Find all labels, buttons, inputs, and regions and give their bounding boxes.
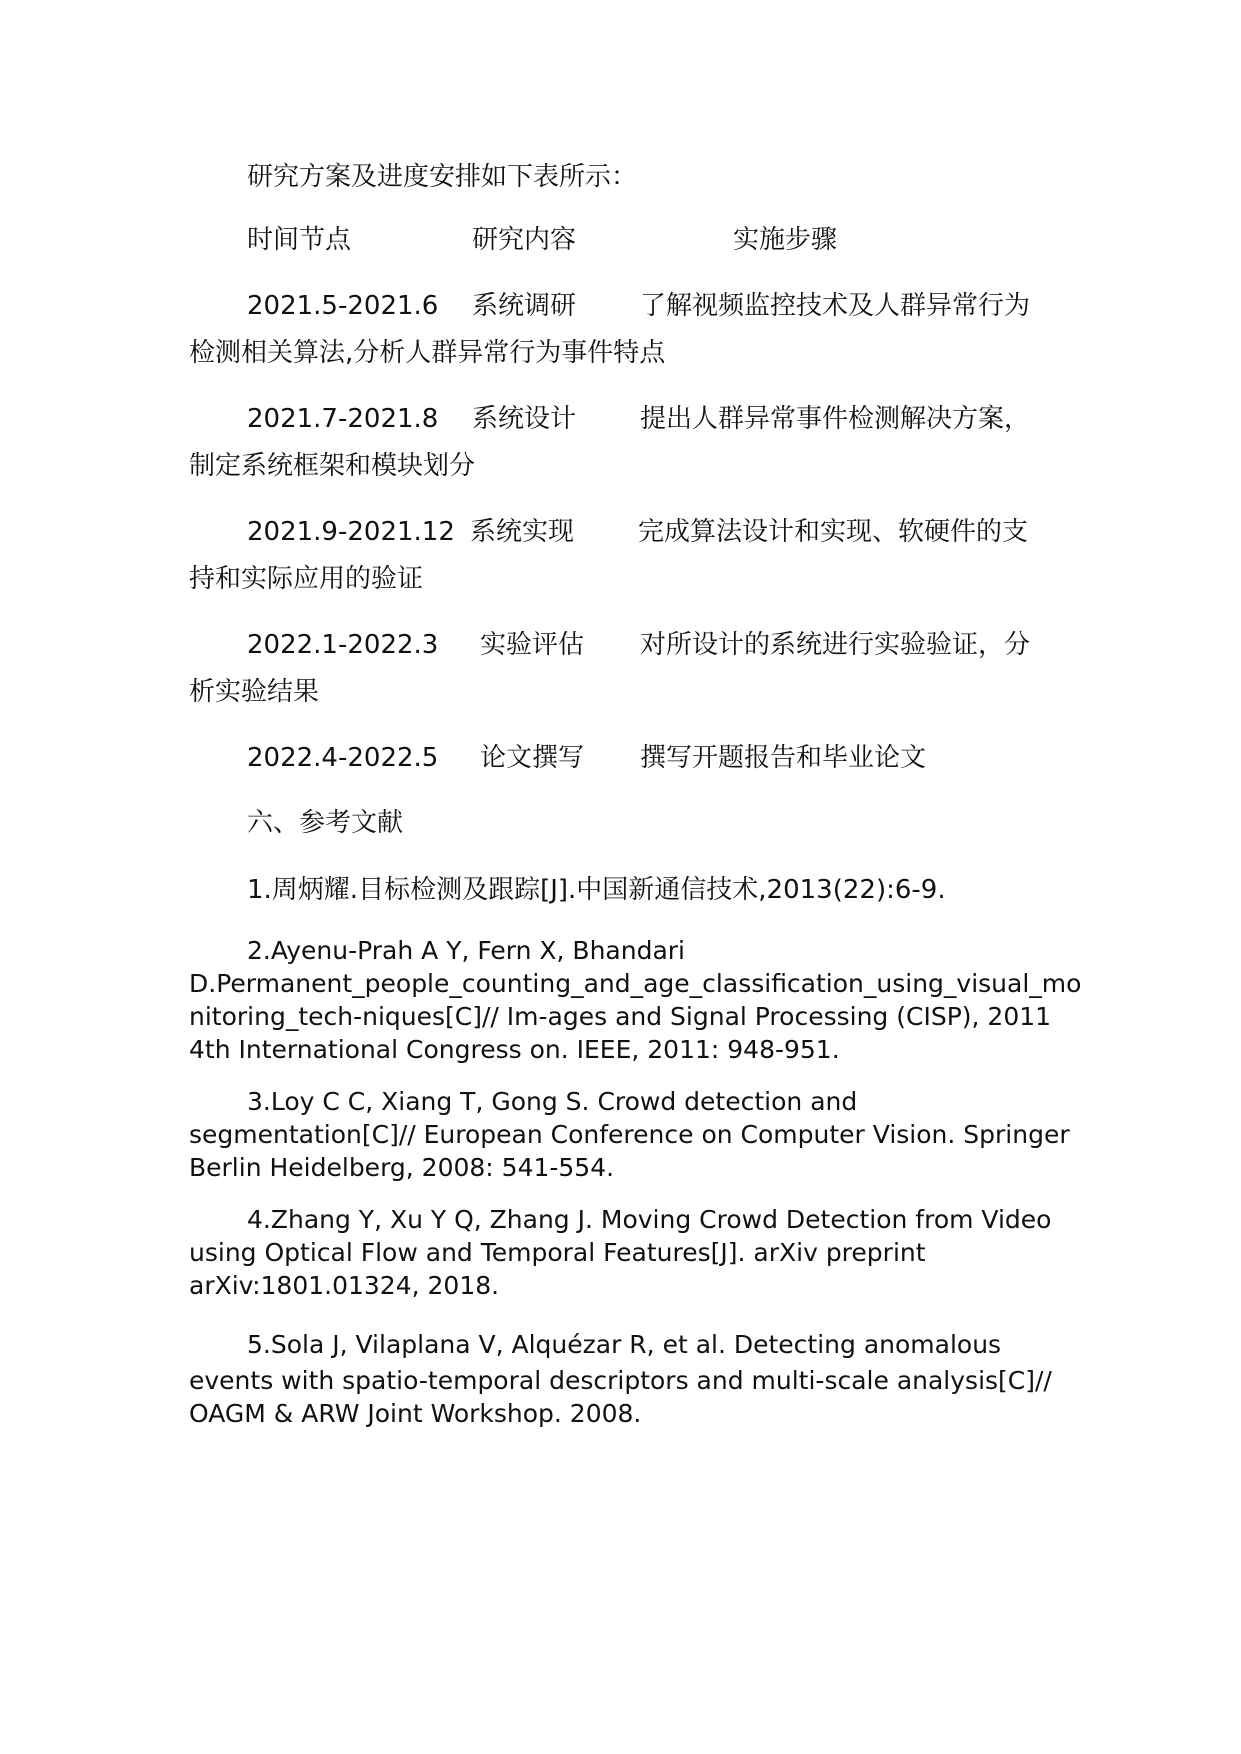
schedule-steps-continued: 持和实际应用的验证: [189, 564, 424, 594]
schedule-content: 系统实现: [470, 517, 575, 547]
schedule-steps-continued: 析实验结果: [189, 677, 320, 707]
reference-item-continued: OAGM & ARW Joint Workshop. 2008.: [189, 1399, 642, 1428]
references-heading: 六、参考文献: [247, 808, 404, 838]
reference-item: 5.Sola J, Vilaplana V, Alquézar R, et al. Detecting anomalous: [247, 1330, 1002, 1359]
schedule-steps-continued: 制定系统框架和模块划分: [189, 451, 476, 481]
reference-item-continued: 4th International Congress on. IEEE, 2011: 948-951.: [189, 1035, 840, 1064]
reference-item: 2.Ayenu-Prah A Y, Fern X, Bhandari: [247, 936, 686, 965]
reference-item-continued: using Optical Flow and Temporal Features[J]. arXiv preprint: [189, 1238, 926, 1267]
header-research-content: 研究内容: [472, 225, 577, 255]
schedule-header-row: [0, 225, 1241, 255]
schedule-content: 系统设计: [472, 404, 577, 434]
schedule-content: 论文撰写: [480, 743, 585, 773]
schedule-steps: 了解视频监控技术及人群异常行为: [640, 291, 1031, 321]
header-implementation-steps: 实施步骤: [733, 225, 838, 255]
schedule-steps: 撰写开题报告和毕业论文: [640, 743, 927, 773]
header-time-node: 时间节点: [247, 225, 352, 255]
reference-item-continued: segmentation[C]// European Conference on Computer Vision. Springer: [189, 1120, 1070, 1149]
schedule-steps: 提出人群异常事件检测解决方案，: [640, 404, 1031, 434]
schedule-steps: 对所设计的系统进行实验验证，分: [640, 630, 1031, 660]
schedule-row: [0, 743, 1241, 773]
reference-item: 4.Zhang Y, Xu Y Q, Zhang J. Moving Crowd Detection from Video: [247, 1205, 1052, 1234]
schedule-steps-continued: 检测相关算法,分析人群异常行为事件特点: [189, 338, 666, 368]
schedule-content: 实验评估: [480, 630, 585, 660]
schedule-period: 2021.9-2021.12: [247, 517, 455, 547]
schedule-content: 系统调研: [472, 291, 577, 321]
schedule-row: [0, 291, 1241, 321]
schedule-period: 2022.1-2022.3: [247, 630, 439, 660]
schedule-row: [0, 404, 1241, 434]
reference-item: 3.Loy C C, Xiang T, Gong S. Crowd detection and: [247, 1087, 858, 1116]
schedule-row: [0, 517, 1241, 547]
schedule-steps: 完成算法设计和实现、软硬件的支: [638, 517, 1029, 547]
reference-item-continued: D.Permanent_people_counting_and_age_classification_using_visual_mo: [189, 969, 1082, 998]
reference-item-continued: events with spatio-temporal descriptors and multi-scale analysis[C]//: [189, 1366, 1052, 1395]
reference-item-continued: Berlin Heidelberg, 2008: 541-554.: [189, 1153, 615, 1182]
reference-item-continued: nitoring_tech-niques[C]// Im-ages and Signal Processing (CISP), 2011: [189, 1002, 1052, 1031]
reference-item-continued: arXiv:1801.01324, 2018.: [189, 1271, 500, 1300]
schedule-period: 2021.5-2021.6: [247, 291, 439, 321]
reference-item: 1.周炳耀.目标检测及跟踪[J].中国新通信技术,2013(22):6-9.: [247, 875, 946, 905]
schedule-period: 2021.7-2021.8: [247, 404, 439, 434]
intro-text: 研究方案及进度安排如下表所示：: [247, 162, 638, 192]
schedule-period: 2022.4-2022.5: [247, 743, 439, 773]
schedule-row: [0, 630, 1241, 660]
